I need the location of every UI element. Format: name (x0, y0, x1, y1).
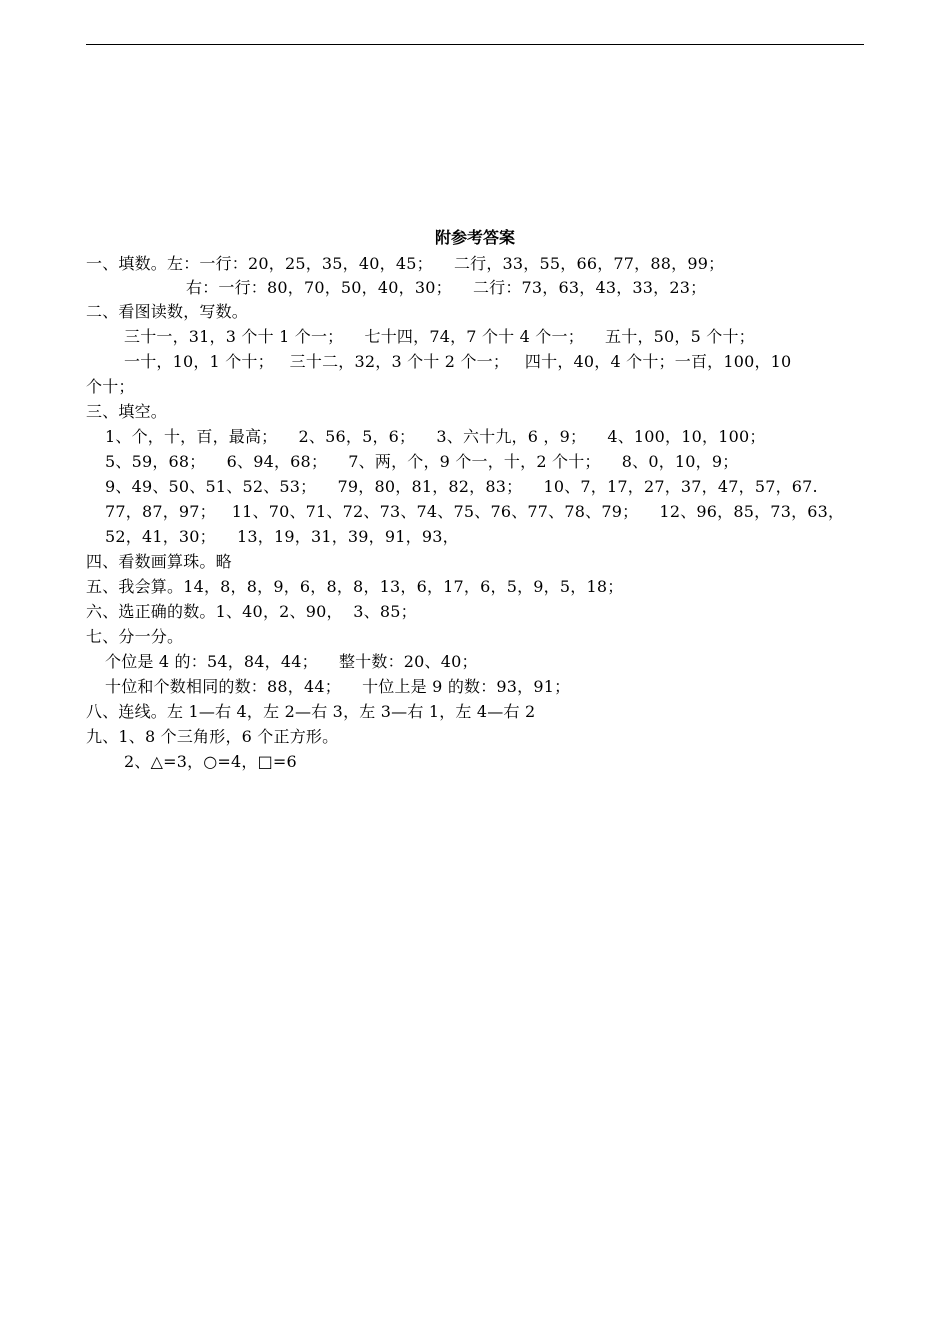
answer-line-7: 三、填空。 (86, 402, 168, 421)
answer-line-5: 一十，10，1 个十； 三十二，32，3 个十 2 个一； 四十，40，4 个十；一百，100，10 (124, 352, 792, 371)
answer-line-18: 十位和个数相同的数：88，44； 十位上是 9 的数：93，91； (105, 677, 571, 696)
answer-line-19: 八、连线。左 1—右 4，左 2—右 3，左 3—右 1，左 4—右 2 (86, 702, 536, 721)
answer-line-1: 一、填数。左：一行：20，25，35，40，45； 二行，33，55，66，77，88，99； (86, 254, 725, 273)
answer-line-16: 七、分一分。 (86, 627, 184, 646)
answer-line-9: 5、59，68； 6、94，68； 7、两，个，9 个一，十，2 个十； 8、0，10，9； (105, 452, 739, 471)
answer-line-12: 52，41，30； 13，19，31，39，91，93， (105, 527, 459, 546)
answer-line-21: 2、△=3，○=4，□=6 (124, 752, 297, 771)
answer-line-4: 三十一，31，3 个十 1 个一； 七十四，74，7 个十 4 个一； 五十，50，5 个十； (124, 327, 755, 346)
answer-line-14: 五、我会算。14，8，8，9，6，8，8，13，6，17，6，5，9，5，18； (86, 577, 624, 596)
answer-line-2: 右：一行：80，70，50，40，30； 二行：73，63，43，33，23； (186, 278, 707, 297)
answer-line-10: 9、49、50、51、52、53； 79，80，81，82，83； 10、7，17，27，37，47，57，67. (105, 477, 818, 496)
header-rule (86, 44, 864, 45)
answer-line-17: 个位是 4 的：54，84，44； 整十数：20、40； (105, 652, 478, 671)
answer-line-13: 四、看数画算珠。略 (86, 552, 232, 571)
answer-line-20: 九、1、8 个三角形，6 个正方形。 (86, 727, 339, 746)
page-title: 附参考答案 (434, 228, 515, 247)
answer-line-6: 个十； (86, 377, 135, 396)
answer-line-15: 六、选正确的数。1、40，2、90， 3、85； (86, 602, 417, 621)
answer-line-3: 二、看图读数，写数。 (86, 302, 249, 321)
answer-line-8: 1、个，十，百，最高； 2、56，5，6； 3、六十九，6 ，9； 4、100，10，100； (105, 427, 766, 446)
answer-line-11: 77，87，97； 11、70、71、72、73、74、75、76、77、78、79； 12、96，85，73，63， (105, 502, 845, 521)
